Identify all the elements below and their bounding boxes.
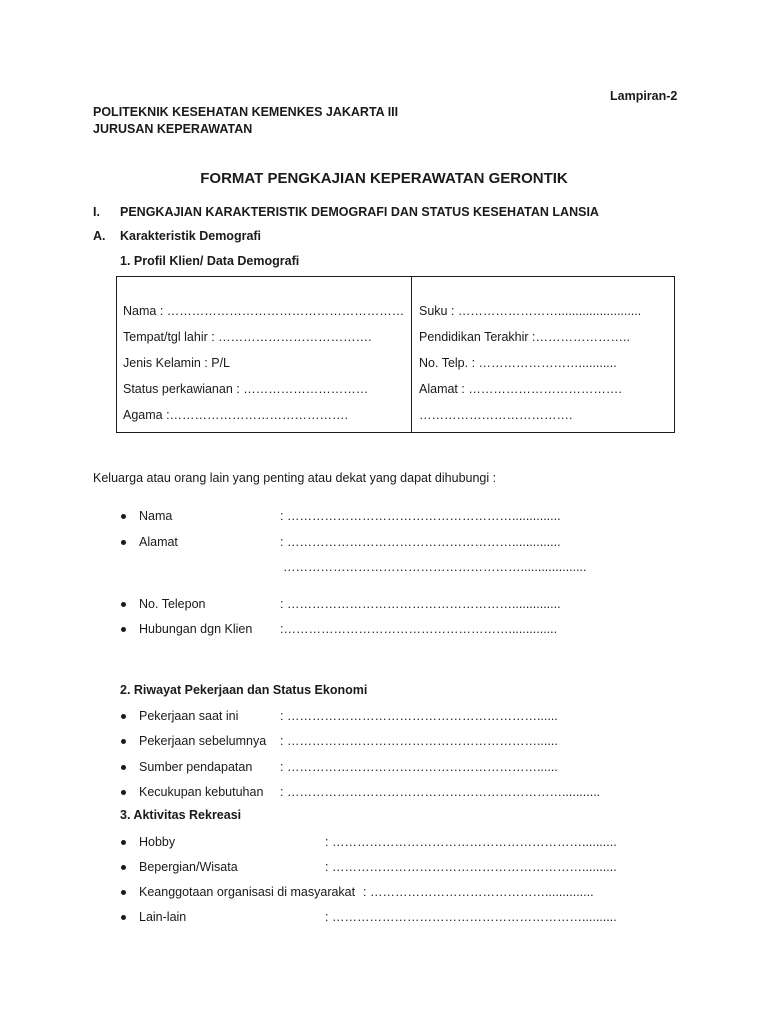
field-alamat[interactable]: Alamat : ………………………………. <box>419 382 622 396</box>
family-nama-label: Nama <box>139 509 173 523</box>
bullet-icon <box>121 915 126 920</box>
family-contact-intro: Keluarga atau orang lain yang penting atau dekat yang dapat dihubungi : <box>93 471 497 485</box>
subsection-1-heading: 1. Profil Klien/ Data Demografi <box>120 254 300 268</box>
field-suku[interactable]: Suku : ……………………........................ <box>419 304 642 318</box>
bullet-icon <box>121 627 126 632</box>
family-alamat-label: Alamat <box>139 535 178 549</box>
lain-lain-field[interactable]: : …………………………………………………….......... <box>325 910 617 924</box>
pekerjaan-saat-ini-label: Pekerjaan saat ini <box>139 709 239 723</box>
bepergian-wisata-label: Bepergian/Wisata <box>139 860 238 874</box>
family-hubungan-field[interactable]: :……………………………………………….............. <box>280 622 558 636</box>
section-i-heading: PENGKAJIAN KARAKTERISTIK DEMOGRAFI DAN STATUS KESEHATAN LANSIA <box>120 205 599 219</box>
sumber-pendapatan-field[interactable]: : ……………………………………………………...... <box>280 760 558 774</box>
hobby-field[interactable]: : …………………………………………………….......... <box>325 835 617 849</box>
field-alamat-continued[interactable]: ………………………………. <box>419 408 573 422</box>
family-telepon-field[interactable]: : ……………………………………………….............. <box>280 597 561 611</box>
bullet-icon <box>121 790 126 795</box>
keanggotaan-organisasi-field[interactable]: : …………………………………….............. <box>363 885 594 899</box>
kecukupan-kebutuhan-field[interactable]: : …………………………………………………………........... <box>280 785 601 799</box>
section-a-number: A. <box>93 229 106 243</box>
pekerjaan-sebelumnya-label: Pekerjaan sebelumnya <box>139 734 267 748</box>
bullet-icon <box>121 602 126 607</box>
field-no-telp[interactable]: No. Telp. : ……………………........... <box>419 356 617 370</box>
field-jenis-kelamin[interactable]: Jenis Kelamin : P/L <box>123 356 230 370</box>
institution-name: POLITEKNIK KESEHATAN KEMENKES JAKARTA III <box>93 105 399 119</box>
bullet-icon <box>121 840 126 845</box>
bullet-icon <box>121 765 126 770</box>
department-name: JURUSAN KEPERAWATAN <box>93 122 253 136</box>
subsection-2-heading: 2. Riwayat Pekerjaan dan Status Ekonomi <box>120 683 368 697</box>
family-nama-field[interactable]: : ……………………………………………….............. <box>280 509 561 523</box>
field-pendidikan-terakhir[interactable]: Pendidikan Terakhir :………………….. <box>419 330 630 344</box>
bepergian-wisata-field[interactable]: : …………………………………………………….......... <box>325 860 617 874</box>
bullet-icon <box>121 514 126 519</box>
table-divider <box>411 277 412 432</box>
bullet-icon <box>121 865 126 870</box>
sumber-pendapatan-label: Sumber pendapatan <box>139 760 253 774</box>
bullet-icon <box>121 890 126 895</box>
pekerjaan-saat-ini-field[interactable]: : ……………………………………………………...... <box>280 709 558 723</box>
pekerjaan-sebelumnya-field[interactable]: : ……………………………………………………...... <box>280 734 558 748</box>
profile-table <box>116 276 675 433</box>
kecukupan-kebutuhan-label: Kecukupan kebutuhan <box>139 785 264 799</box>
field-tempat-tgl-lahir[interactable]: Tempat/tgl lahir : ………………………………. <box>123 330 372 344</box>
subsection-3-heading: 3. Aktivitas Rekreasi <box>120 808 242 822</box>
bullet-icon <box>121 739 126 744</box>
bullet-icon <box>121 540 126 545</box>
hobby-label: Hobby <box>139 835 176 849</box>
section-a-heading: Karakteristik Demografi <box>120 229 262 243</box>
field-status-perkawinan[interactable]: Status perkawianan : ………………………… <box>123 382 369 396</box>
family-hubungan-label: Hubungan dgn Klien <box>139 622 253 636</box>
field-nama[interactable]: Nama : ………………………………………………… <box>123 304 405 318</box>
lampiran-label: Lampiran-2 <box>610 89 678 103</box>
lain-lain-label: Lain-lain <box>139 910 187 924</box>
family-alamat-field-continued[interactable]: …………………………………………………................... <box>283 560 587 574</box>
page-title: FORMAT PENGKAJIAN KEPERAWATAN GERONTIK <box>200 170 568 187</box>
section-i-number: I. <box>93 205 100 219</box>
field-agama[interactable]: Agama :……………………………………. <box>123 408 349 422</box>
keanggotaan-organisasi-label: Keanggotaan organisasi di masyarakat <box>139 885 356 899</box>
bullet-icon <box>121 714 126 719</box>
family-telepon-label: No. Telepon <box>139 597 206 611</box>
family-alamat-field[interactable]: : ……………………………………………….............. <box>280 535 561 549</box>
